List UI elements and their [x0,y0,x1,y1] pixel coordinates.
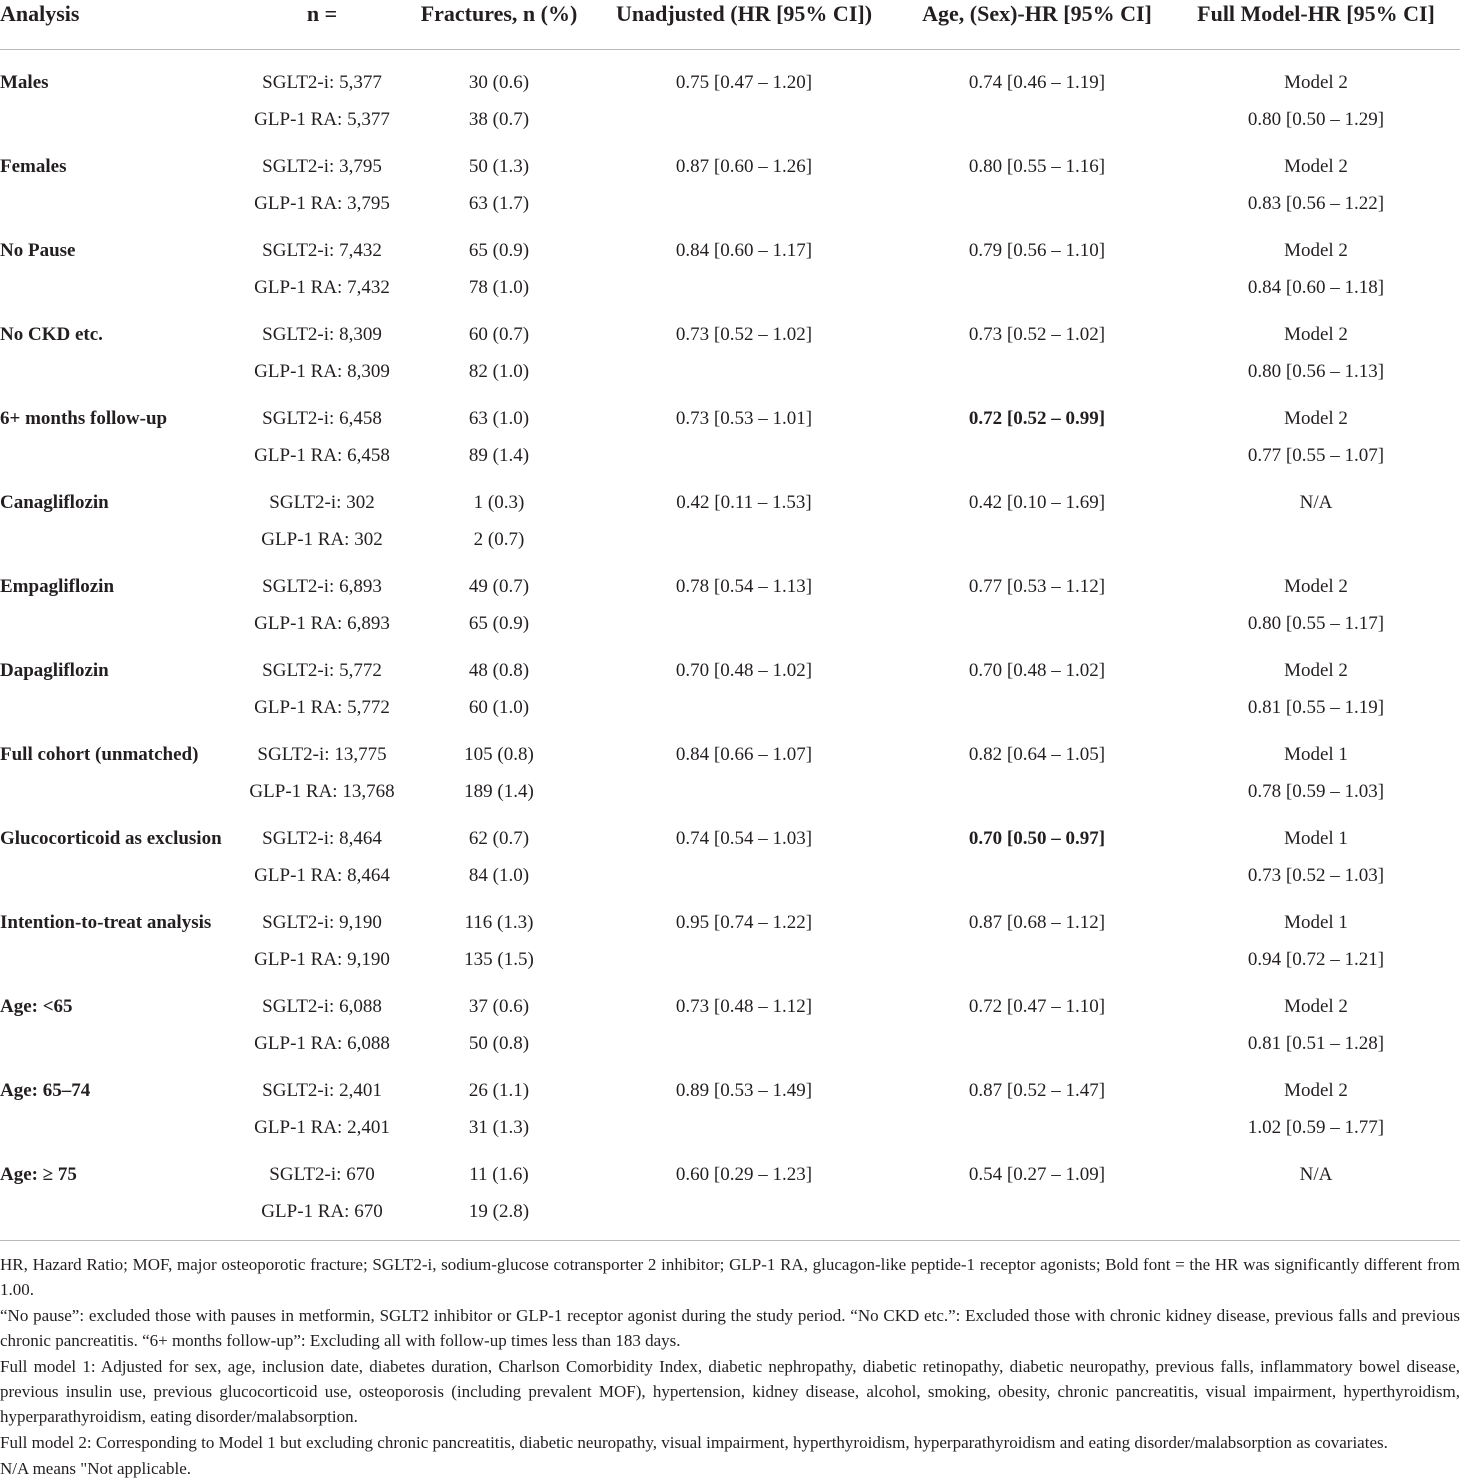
sglt2-fractures: 30 (0.6) [468,72,530,93]
unadjusted-hr: 0.78 [0.54 – 1.13] [675,576,813,597]
full-model-hr: 0.83 [0.56 – 1.22] [1247,193,1385,214]
unadjusted-hr: 0.74 [0.54 – 1.03] [675,828,813,849]
full-model-hr: 0.80 [0.55 – 1.17] [1247,613,1385,634]
footnote: N/A means "Not applicable. [0,1459,192,1478]
sglt2-fractures: 62 (0.7) [468,828,530,849]
footnote: “No pause”: excluded those with pauses in metformin, SGLT2 inhibitor or GLP-1 receptor agonist during the study period. “No CKD etc.”: Excluded those with chronic kidney disease, previous falls and previous chronic pancreatitis. “6+ months follow-up”: Excluding all with follow-up times less than 183 days. [0,1306,1460,1350]
sglt2-fractures: 50 (1.3) [468,156,530,177]
sglt2-n: SGLT2-i: 6,088 [262,996,382,1017]
table-row [0,470,1460,517]
age-sex-hr: 0.82 [0.64 – 1.05] [968,744,1106,765]
glp1-fractures: 60 (1.0) [468,697,530,718]
table-row [0,386,1460,433]
glp1-fractures: 38 (0.7) [468,109,530,130]
full-model-hr [1172,517,1460,554]
sglt2-n: SGLT2-i: 8,309 [262,324,382,345]
full-model-hr: 0.77 [0.55 – 1.07] [1247,445,1385,466]
glp1-n: GLP-1 RA: 8,464 [254,865,390,886]
table-row [0,722,1460,769]
full-model-name: Model 2 [1284,660,1348,681]
analysis-label: Age: ≥ 75 [0,1164,77,1185]
glp1-fractures: 31 (1.3) [468,1117,530,1138]
sglt2-n: SGLT2-i: 3,795 [262,156,382,177]
sglt2-fractures: 49 (0.7) [468,576,530,597]
table-body [0,50,1460,1241]
age-sex-hr: 0.80 [0.55 – 1.16] [968,156,1106,177]
full-model-name: Model 1 [1284,828,1348,849]
sglt2-n: SGLT2-i: 6,893 [262,576,382,597]
age-sex-hr: 0.72 [0.47 – 1.10] [968,996,1106,1017]
full-model-hr: 0.94 [0.72 – 1.21] [1247,949,1385,970]
sglt2-n: SGLT2-i: 13,775 [257,744,387,765]
sglt2-fractures: 37 (0.6) [468,996,530,1017]
sglt2-n: SGLT2-i: 7,432 [262,240,382,261]
header-n: n = [232,0,412,50]
glp1-n: GLP-1 RA: 6,088 [254,1033,390,1054]
table-row [0,302,1460,349]
glp1-n: GLP-1 RA: 2,401 [254,1117,390,1138]
table-row [0,554,1460,601]
age-sex-hr: 0.79 [0.56 – 1.10] [968,240,1106,261]
glp1-fractures: 84 (1.0) [468,865,530,886]
sglt2-fractures: 105 (0.8) [464,744,534,765]
header-age-sex-hr: Age, (Sex)-HR [95% CI] [902,0,1172,50]
unadjusted-hr: 0.60 [0.29 – 1.23] [675,1164,813,1185]
glp1-n: GLP-1 RA: 3,795 [254,193,390,214]
footnote: Full model 2: Corresponding to Model 1 but excluding chronic pancreatitis, diabetic neuropathy, visual impairment, hyperthyroidism, hyperparathyroidism and eating disorder/malabsorption as covariates. [0,1433,1388,1452]
sglt2-n: SGLT2-i: 6,458 [262,408,382,429]
full-model-hr: 0.78 [0.59 – 1.03] [1247,781,1385,802]
age-sex-hr: 0.54 [0.27 – 1.09] [968,1164,1106,1185]
glp1-n: GLP-1 RA: 8,309 [254,361,390,382]
glp1-fractures: 63 (1.7) [468,193,530,214]
full-model-hr: 0.81 [0.51 – 1.28] [1247,1033,1385,1054]
age-sex-hr: 0.70 [0.50 – 0.97] [968,828,1106,849]
table-row [0,1142,1460,1189]
full-model-name: Model 2 [1284,324,1348,345]
glp1-n: GLP-1 RA: 7,432 [254,277,390,298]
analysis-label: Age: <65 [0,996,73,1017]
table-row [0,974,1460,1021]
age-sex-hr: 0.72 [0.52 – 0.99] [968,408,1106,429]
full-model-hr [1172,1189,1460,1240]
sglt2-n: SGLT2-i: 302 [269,492,375,513]
unadjusted-hr: 0.73 [0.52 – 1.02] [675,324,813,345]
sglt2-fractures: 116 (1.3) [464,912,534,933]
unadjusted-hr: 0.89 [0.53 – 1.49] [675,1080,813,1101]
footnote: HR, Hazard Ratio; MOF, major osteoporotic fracture; SGLT2-i, sodium-glucose cotransporter 2 inhibitor; GLP-1 RA, glucagon-like peptide-1 receptor agonists; Bold font = the HR was significantly different from 1.00. [0,1255,1460,1299]
header-unadjusted-hr: Unadjusted (HR [95% CI]) [586,0,902,50]
glp1-n: GLP-1 RA: 5,377 [254,109,390,130]
full-model-hr: 0.81 [0.55 – 1.19] [1247,697,1385,718]
analysis-label: Females [0,156,67,177]
glp1-fractures: 78 (1.0) [468,277,530,298]
full-model-name: N/A [1299,492,1333,513]
full-model-name: Model 2 [1284,240,1348,261]
full-model-name: N/A [1299,1164,1333,1185]
table-row [0,806,1460,853]
age-sex-hr: 0.87 [0.52 – 1.47] [968,1080,1106,1101]
table-footnotes [0,1241,1460,1481]
glp1-n: GLP-1 RA: 13,768 [249,781,395,802]
age-sex-hr: 0.70 [0.48 – 1.02] [968,660,1106,681]
age-sex-hr: 0.77 [0.53 – 1.12] [968,576,1106,597]
full-model-name: Model 2 [1284,408,1348,429]
unadjusted-hr: 0.84 [0.66 – 1.07] [675,744,813,765]
glp1-n: GLP-1 RA: 9,190 [254,949,390,970]
analysis-label: Dapagliflozin [0,660,109,681]
sglt2-n: SGLT2-i: 8,464 [262,828,382,849]
header-row [0,0,1460,50]
unadjusted-hr: 0.70 [0.48 – 1.02] [675,660,813,681]
unadjusted-hr: 0.84 [0.60 – 1.17] [675,240,813,261]
glp1-n: GLP-1 RA: 6,893 [254,613,390,634]
analysis-label: 6+ months follow-up [0,408,168,429]
unadjusted-hr: 0.42 [0.11 – 1.53] [676,492,812,513]
full-model-hr: 0.84 [0.60 – 1.18] [1247,277,1385,298]
table-row [0,890,1460,937]
glp1-fractures: 2 (0.7) [473,529,525,550]
sglt2-n: SGLT2-i: 670 [269,1164,375,1185]
full-model-name: Model 1 [1284,912,1348,933]
full-model-hr: 0.80 [0.56 – 1.13] [1247,361,1385,382]
glp1-fractures: 82 (1.0) [468,361,530,382]
sglt2-n: SGLT2-i: 9,190 [262,912,382,933]
glp1-n: GLP-1 RA: 302 [261,529,383,550]
glp1-fractures: 189 (1.4) [464,781,534,802]
glp1-fractures: 50 (0.8) [468,1033,530,1054]
analysis-label: Age: 65–74 [0,1080,91,1101]
header-analysis: Analysis [0,0,232,50]
glp1-n: GLP-1 RA: 670 [261,1201,383,1222]
footnote: Full model 1: Adjusted for sex, age, inclusion date, diabetes duration, Charlson Comorbidity Index, diabetic nephropathy, diabetic retinopathy, diabetic neuropathy, previous falls, inflammatory bowel disease, previous insulin use, previous glucocorticoid use, osteoporosis (including prevalent MOF), hypertension, kidney disease, alcohol, smoking, obesity, chronic pancreatitis, visual impairment, hyperthyroidism, hyperparathyroidism, eating disorder/malabsorption. [0,1357,1460,1426]
sglt2-n: SGLT2-i: 2,401 [262,1080,382,1101]
table-row [0,134,1460,181]
full-model-hr: 0.73 [0.52 – 1.03] [1247,865,1385,886]
sglt2-fractures: 48 (0.8) [468,660,530,681]
table-row [0,1058,1460,1105]
full-model-name: Model 2 [1284,156,1348,177]
glp1-fractures: 89 (1.4) [468,445,530,466]
glp1-n: GLP-1 RA: 5,772 [254,697,390,718]
unadjusted-hr: 0.73 [0.53 – 1.01] [675,408,813,429]
analysis-label: Intention-to-treat analysis [0,912,212,933]
header-fractures: Fractures, n (%) [412,0,586,50]
sglt2-fractures: 65 (0.9) [468,240,530,261]
full-model-name: Model 2 [1284,1080,1348,1101]
sglt2-fractures: 26 (1.1) [468,1080,530,1101]
analysis-label: Full cohort (unmatched) [0,744,199,765]
age-sex-hr: 0.87 [0.68 – 1.12] [968,912,1106,933]
analysis-label: No Pause [0,240,76,261]
table-header [0,0,1460,50]
sglt2-fractures: 60 (0.7) [468,324,530,345]
analysis-label: No CKD etc. [0,324,103,345]
analysis-label: Canagliflozin [0,492,109,513]
full-model-hr: 1.02 [0.59 – 1.77] [1247,1117,1385,1138]
unadjusted-hr: 0.87 [0.60 – 1.26] [675,156,813,177]
age-sex-hr: 0.42 [0.10 – 1.69] [968,492,1106,513]
table-row [0,638,1460,685]
full-model-name: Model 1 [1284,744,1348,765]
unadjusted-hr: 0.95 [0.74 – 1.22] [675,912,813,933]
full-model-name: Model 2 [1284,996,1348,1017]
full-model-hr: 0.80 [0.50 – 1.29] [1247,109,1385,130]
glp1-fractures: 65 (0.9) [468,613,530,634]
table-row [0,50,1460,98]
analysis-label: Males [0,72,49,93]
age-sex-hr: 0.74 [0.46 – 1.19] [968,72,1106,93]
analysis-label: Empagliflozin [0,576,115,597]
sglt2-fractures: 11 (1.6) [469,1164,529,1185]
header-full-model-hr: Full Model-HR [95% CI] [1172,0,1460,50]
age-sex-hr: 0.73 [0.52 – 1.02] [968,324,1106,345]
unadjusted-hr: 0.75 [0.47 – 1.20] [675,72,813,93]
unadjusted-hr: 0.73 [0.48 – 1.12] [675,996,813,1017]
sglt2-fractures: 63 (1.0) [468,408,530,429]
sglt2-n: SGLT2-i: 5,772 [262,660,382,681]
sglt2-n: SGLT2-i: 5,377 [262,72,382,93]
glp1-n: GLP-1 RA: 6,458 [254,445,390,466]
full-model-name: Model 2 [1284,576,1348,597]
sglt2-fractures: 1 (0.3) [473,492,525,513]
glp1-fractures: 135 (1.5) [464,949,534,970]
analysis-label: Glucocorticoid as exclusion [0,828,222,849]
full-model-name: Model 2 [1284,72,1348,93]
glp1-fractures: 19 (2.8) [468,1201,530,1222]
table-row [0,218,1460,265]
